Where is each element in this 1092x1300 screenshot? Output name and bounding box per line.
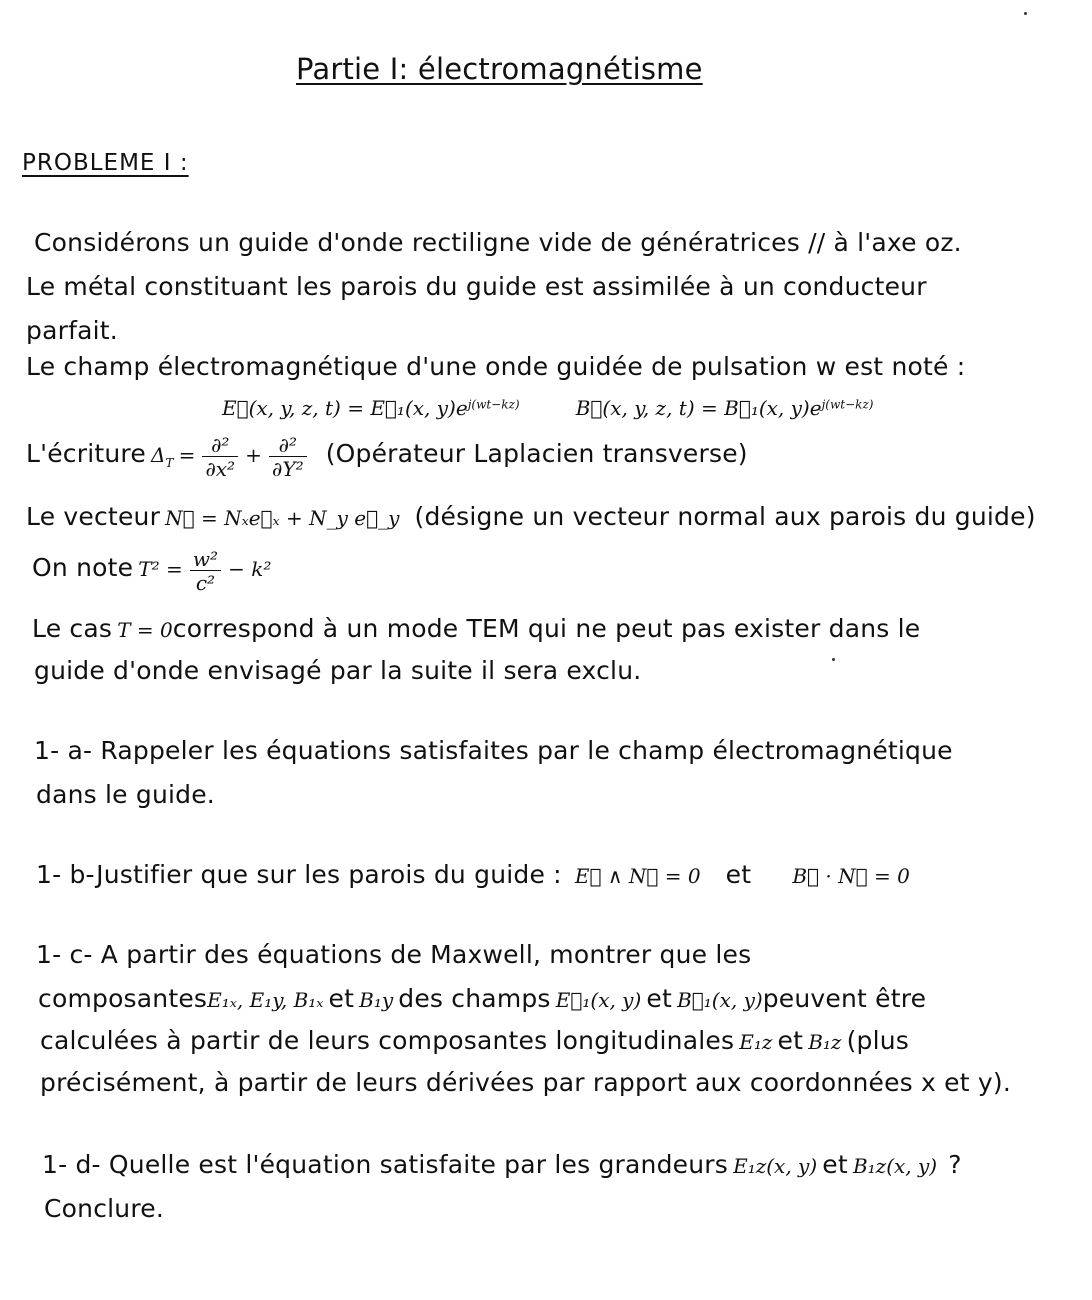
question-1c-line-3 bbox=[40, 1026, 909, 1055]
intro-line-4: Le champ électromagnétique d'une onde guidée de pulsation w est noté : bbox=[26, 352, 966, 381]
q1c-text-a: composantes bbox=[38, 984, 208, 1013]
q1c-b1y: B₁y bbox=[359, 988, 394, 1012]
e-field-exponent: j(wt−kz) bbox=[467, 397, 520, 412]
question-1a-line-1: 1- a- Rappeler les équations satisfaites par le champ électromagnétique bbox=[34, 736, 953, 765]
q1c-b1z: B₁z bbox=[808, 1030, 842, 1054]
question-1c-line-2 bbox=[38, 984, 926, 1013]
normal-vector-line bbox=[26, 502, 1036, 531]
q1c-text-c: des champs bbox=[398, 984, 551, 1013]
fraction-d2-dy2: $\frac{\text{∂²}}{\text{∂Y²}}$ bbox=[269, 434, 307, 481]
intro-line-3: parfait. bbox=[26, 316, 118, 345]
question-1c-line-4: précisément, à partir de leurs dérivées par rapport aux coordonnées x et y). bbox=[40, 1068, 1011, 1097]
q1d-e1z: E₁z(x, y) bbox=[733, 1154, 818, 1178]
problem-heading: PROBLEME I : bbox=[22, 150, 189, 176]
question-1b bbox=[36, 860, 910, 889]
q1c-text-e: peuvent être bbox=[762, 984, 927, 1013]
cross-product-condition: E⃗ ∧ N⃗ = 0 bbox=[574, 864, 701, 888]
field-equations bbox=[222, 396, 873, 420]
tem-text-b: correspond à un mode TEM qui ne peut pas exister dans le bbox=[172, 614, 921, 643]
question-1a-line-2: dans le guide. bbox=[36, 780, 215, 809]
normal-formula: N⃗ = Nₓe⃗ₓ + N_y e⃗_y bbox=[165, 506, 400, 530]
q1c-et-2: et bbox=[646, 984, 672, 1013]
q1c-e1-field: E⃗₁(x, y) bbox=[555, 988, 642, 1012]
t-definition-line bbox=[32, 548, 271, 595]
scan-speck bbox=[1024, 12, 1027, 15]
q1c-et-1: et bbox=[328, 984, 355, 1013]
normal-description: (désigne un vecteur normal aux parois du guide) bbox=[414, 502, 1036, 531]
q1c-transverse-components: E₁ₓ, E₁y, B₁ₓ bbox=[207, 988, 324, 1012]
intro-line-1: Considérons un guide d'onde rectiligne vide de génératrices // à l'axe oz. bbox=[34, 228, 962, 257]
tem-line-1 bbox=[32, 614, 920, 643]
question-1b-text: 1- b-Justifier que sur les parois du guide : bbox=[36, 860, 562, 889]
equals-sign: = bbox=[178, 443, 196, 467]
t-squared: T² = bbox=[138, 557, 183, 581]
intro-line-2: Le métal constituant les parois du guide est assimilée à un conducteur bbox=[26, 272, 927, 301]
plus-sign: + bbox=[245, 443, 262, 467]
q1c-b1-field: B⃗₁(x, y) bbox=[677, 988, 763, 1012]
laplacian-symbol: $\Delta_T$ bbox=[151, 443, 174, 470]
dot-product-condition: B⃗ · N⃗ = 0 bbox=[792, 864, 910, 888]
q1c-line3-text: calculées à partir de leurs composantes longitudinales bbox=[40, 1026, 735, 1055]
question-1c-line-1: 1- c- A partir des équations de Maxwell, montrer que les bbox=[36, 940, 752, 969]
fraction-w2-c2: $\frac{\text{w²}}{\text{c²}}$ bbox=[190, 548, 221, 595]
tem-text-a: Le cas bbox=[32, 614, 113, 643]
b-field-equation: B⃗(x, y, z, t) = B⃗₁(x, y)e bbox=[575, 396, 822, 420]
scan-speck bbox=[832, 658, 835, 661]
e-field-equation: E⃗(x, y, z, t) = E⃗₁(x, y)e bbox=[222, 396, 468, 420]
fraction-d2-dx2: $\frac{\text{∂²}}{\text{∂x²}}$ bbox=[202, 434, 238, 481]
q1d-b1z: B₁z(x, y) bbox=[852, 1154, 938, 1178]
question-1d-line-2: Conclure. bbox=[44, 1194, 164, 1223]
tem-line-2: guide d'onde envisagé par la suite il sera exclu. bbox=[34, 656, 642, 685]
t-equals-zero: T = 0 bbox=[117, 618, 173, 642]
question-1d-line-1 bbox=[42, 1150, 962, 1179]
q1c-plus-open: (plus bbox=[846, 1026, 910, 1055]
laplacian-label: L'écriture bbox=[26, 439, 146, 468]
laplacian-line bbox=[26, 434, 748, 481]
t-definition-label: On note bbox=[32, 553, 134, 582]
page-title: Partie I: électromagnétisme bbox=[296, 52, 703, 86]
q1c-et-3: et bbox=[777, 1026, 804, 1055]
minus-k-squared: − k² bbox=[228, 557, 272, 581]
q1d-et: et bbox=[822, 1150, 848, 1179]
q1c-e1z: E₁z bbox=[739, 1030, 773, 1054]
b-field-exponent: j(wt−kz) bbox=[821, 397, 874, 412]
q1d-question-mark: ? bbox=[948, 1150, 962, 1179]
q1d-text-a: 1- d- Quelle est l'équation satisfaite par les grandeurs bbox=[42, 1150, 728, 1179]
and-word: et bbox=[725, 860, 752, 889]
normal-label: Le vecteur bbox=[26, 502, 161, 531]
laplacian-description: (Opérateur Laplacien transverse) bbox=[325, 439, 748, 468]
